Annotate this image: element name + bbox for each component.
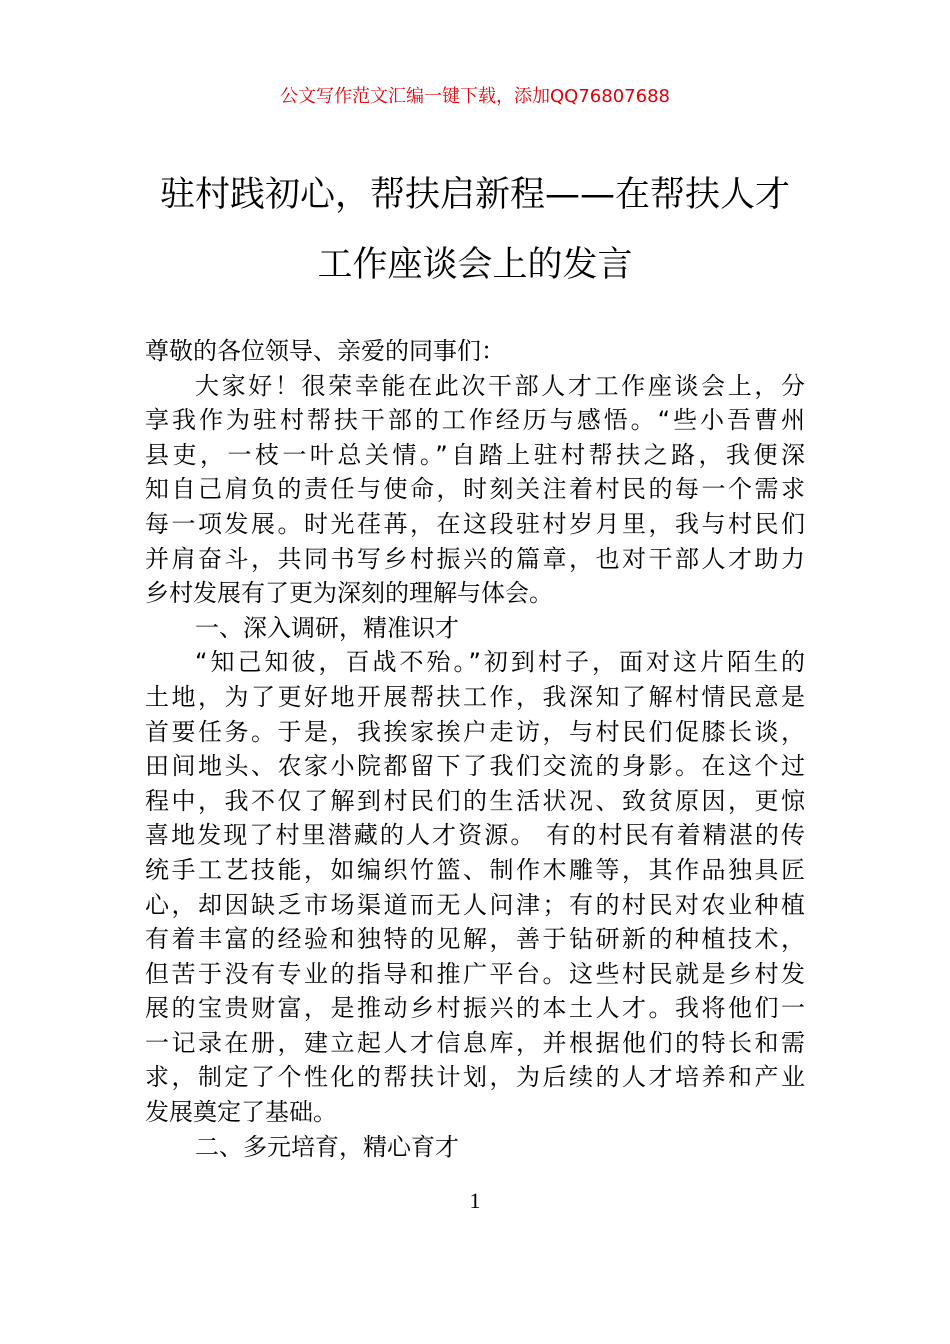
text-line: 每一项发展。时光荏苒，在这段驻村岁月里，我与村民们: [145, 509, 805, 538]
text-line: 土地，为了更好地开展帮扶工作，我深知了解村情民意是: [145, 682, 805, 711]
text-line: “知己知彼，百战不殆。”初到村子，面对这片陌生的: [195, 648, 805, 677]
text-line: 二、多元培育，精心育才: [195, 1132, 459, 1161]
document-title-line-1: 驻村践初心，帮扶启新程——在帮扶人才: [159, 175, 790, 215]
text-line: 发展奠定了基础。: [145, 1098, 337, 1127]
text-line: 并肩奋斗，共同书写乡村振兴的篇章，也对干部人才助力: [145, 544, 805, 573]
download-banner: 公文写作范文汇编一键下载，添加QQ76807688: [280, 86, 670, 107]
text-line: 享我作为驻村帮扶干部的工作经历与感悟。“些小吾曹州: [145, 406, 805, 435]
text-line: 有着丰富的经验和独特的见解，善于钻研新的种植技术，: [145, 925, 805, 954]
text-line: 但苦于没有专业的指导和推广平台。这些村民就是乡村发: [145, 959, 805, 988]
text-line: 首要任务。于是，我挨家挨户走访，与村民们促膝长谈，: [145, 717, 805, 746]
text-line: 展的宝贵财富，是推动乡村振兴的本土人才。我将他们一: [145, 994, 805, 1023]
text-line: 求，制定了个性化的帮扶计划，为后续的人才培养和产业: [145, 1063, 805, 1092]
document-title-line-2: 工作座谈会上的发言: [317, 245, 633, 285]
text-line: 一、深入调研，精准识才: [195, 613, 459, 642]
page-number: 1: [469, 1188, 481, 1213]
text-line: 喜地发现了村里潜藏的人才资源。 有的村民有着精湛的传: [145, 821, 805, 850]
text-line: 大家好！很荣幸能在此次干部人才工作座谈会上，分: [195, 371, 805, 400]
text-line: 县吏，一枝一叶总关情。”自踏上驻村帮扶之路，我便深: [145, 440, 805, 469]
text-line: 尊敬的各位领导、亲爱的同事们：: [145, 337, 505, 365]
text-line: 田间地头、农家小院都留下了我们交流的身影。在这个过: [145, 752, 805, 781]
text-line: 知自己肩负的责任与使命，时刻关注着村民的每一个需求: [145, 475, 805, 504]
text-line: 乡村发展有了更为深刻的理解与体会。: [145, 579, 553, 608]
text-line: 心，却因缺乏市场渠道而无人问津；有的村民对农业种植: [145, 890, 805, 919]
text-line: 一记录在册，建立起人才信息库，并根据他们的特长和需: [145, 1028, 805, 1057]
text-line: 程中，我不仅了解到村民们的生活状况、致贫原因，更惊: [145, 786, 805, 815]
text-line: 统手工艺技能，如编织竹篮、制作木雕等，其作品独具匠: [145, 855, 805, 884]
document-body: [145, 334, 805, 1164]
